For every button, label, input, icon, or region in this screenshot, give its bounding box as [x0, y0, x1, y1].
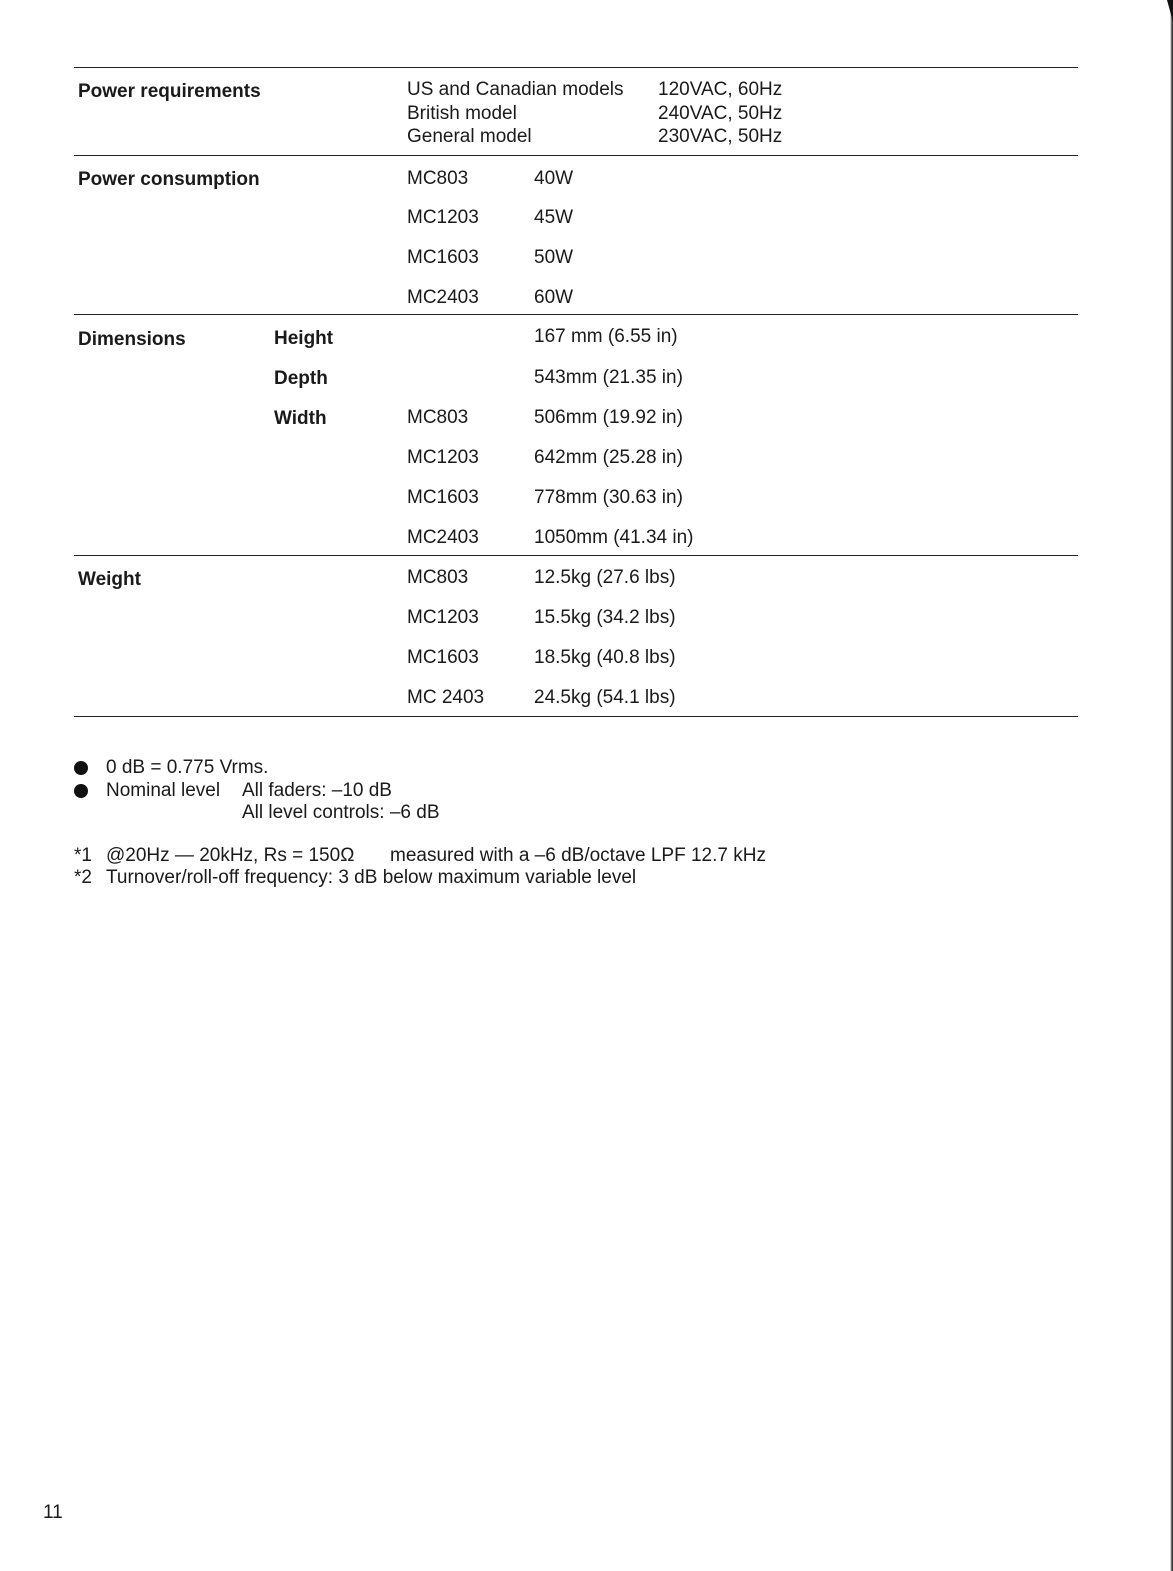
- page-number: 11: [43, 1502, 63, 1523]
- table-cell-value: 45W: [534, 207, 574, 228]
- table-cell-model: MC803: [407, 168, 469, 189]
- table-bottom-rule: [74, 716, 1078, 717]
- power-requirements-label: Power requirements: [78, 81, 261, 102]
- dimensions-label: Dimensions: [78, 329, 186, 350]
- table-cell-value: 230VAC, 50Hz: [658, 126, 783, 147]
- power-consumption-label: Power consumption: [78, 169, 260, 190]
- table-cell-model: MC2403: [407, 527, 479, 548]
- table-cell-model: MC803: [407, 407, 469, 428]
- table-cell-value: 778mm (30.63 in): [534, 487, 683, 508]
- table-cell-value: 120VAC, 60Hz: [658, 79, 783, 100]
- table-cell-model: US and Canadian models: [407, 79, 624, 100]
- table-cell-model: MC2403: [407, 287, 479, 308]
- note-nominal-level-controls: All level controls: –6 dB: [242, 802, 440, 823]
- table-cell-value: 50W: [534, 247, 574, 268]
- footnote-marker: *2: [74, 867, 92, 888]
- depth-value: 543mm (21.35 in): [534, 367, 683, 388]
- height-value: 167 mm (6.55 in): [534, 326, 678, 347]
- depth-label: Depth: [274, 368, 328, 389]
- table-cell-value: 12.5kg (27.6 lbs): [534, 567, 676, 588]
- table-cell-model: MC1603: [407, 487, 479, 508]
- table-cell-value: 24.5kg (54.1 lbs): [534, 687, 676, 708]
- note-nominal-level-label: Nominal level: [106, 780, 221, 801]
- table-cell-value: 1050mm (41.34 in): [534, 527, 694, 548]
- table-cell-model: MC1203: [407, 607, 479, 628]
- table-cell-value: 240VAC, 50Hz: [658, 103, 783, 124]
- table-cell-model: MC1603: [407, 247, 479, 268]
- table-cell-model: British model: [407, 103, 517, 124]
- note-nominal-faders: All faders: –10 dB: [242, 780, 392, 801]
- section-divider: [74, 555, 1078, 556]
- footnote-text: @20Hz — 20kHz, Rs = 150Ω: [106, 845, 355, 866]
- table-cell-model: MC 2403: [407, 687, 485, 708]
- note-reference-level: 0 dB = 0.775 Vrms.: [106, 757, 269, 778]
- bullet-icon: [74, 761, 88, 775]
- table-cell-value: 40W: [534, 168, 574, 189]
- table-cell-model: MC1203: [407, 207, 479, 228]
- footnote-text-extra: measured with a –6 dB/octave LPF 12.7 kHz: [390, 845, 766, 866]
- footnote-marker: *1: [74, 845, 92, 866]
- scan-corner-mark: [1167, 0, 1173, 22]
- table-cell-value: 15.5kg (34.2 lbs): [534, 607, 676, 628]
- height-label: Height: [274, 328, 334, 349]
- weight-label: Weight: [78, 569, 141, 590]
- table-cell-model: MC803: [407, 567, 469, 588]
- table-top-rule: [74, 67, 1078, 68]
- bullet-icon: [74, 784, 88, 798]
- table-cell-value: 18.5kg (40.8 lbs): [534, 647, 676, 668]
- footnote-text: Turnover/roll-off frequency: 3 dB below maximum variable level: [106, 867, 637, 888]
- table-cell-value: 60W: [534, 287, 574, 308]
- section-divider: [74, 155, 1078, 156]
- width-label: Width: [274, 408, 327, 429]
- table-cell-model: General model: [407, 126, 532, 147]
- section-divider: [74, 314, 1078, 315]
- table-cell-model: MC1203: [407, 447, 479, 468]
- table-cell-value: 506mm (19.92 in): [534, 407, 683, 428]
- table-cell-value: 642mm (25.28 in): [534, 447, 683, 468]
- table-cell-model: MC1603: [407, 647, 479, 668]
